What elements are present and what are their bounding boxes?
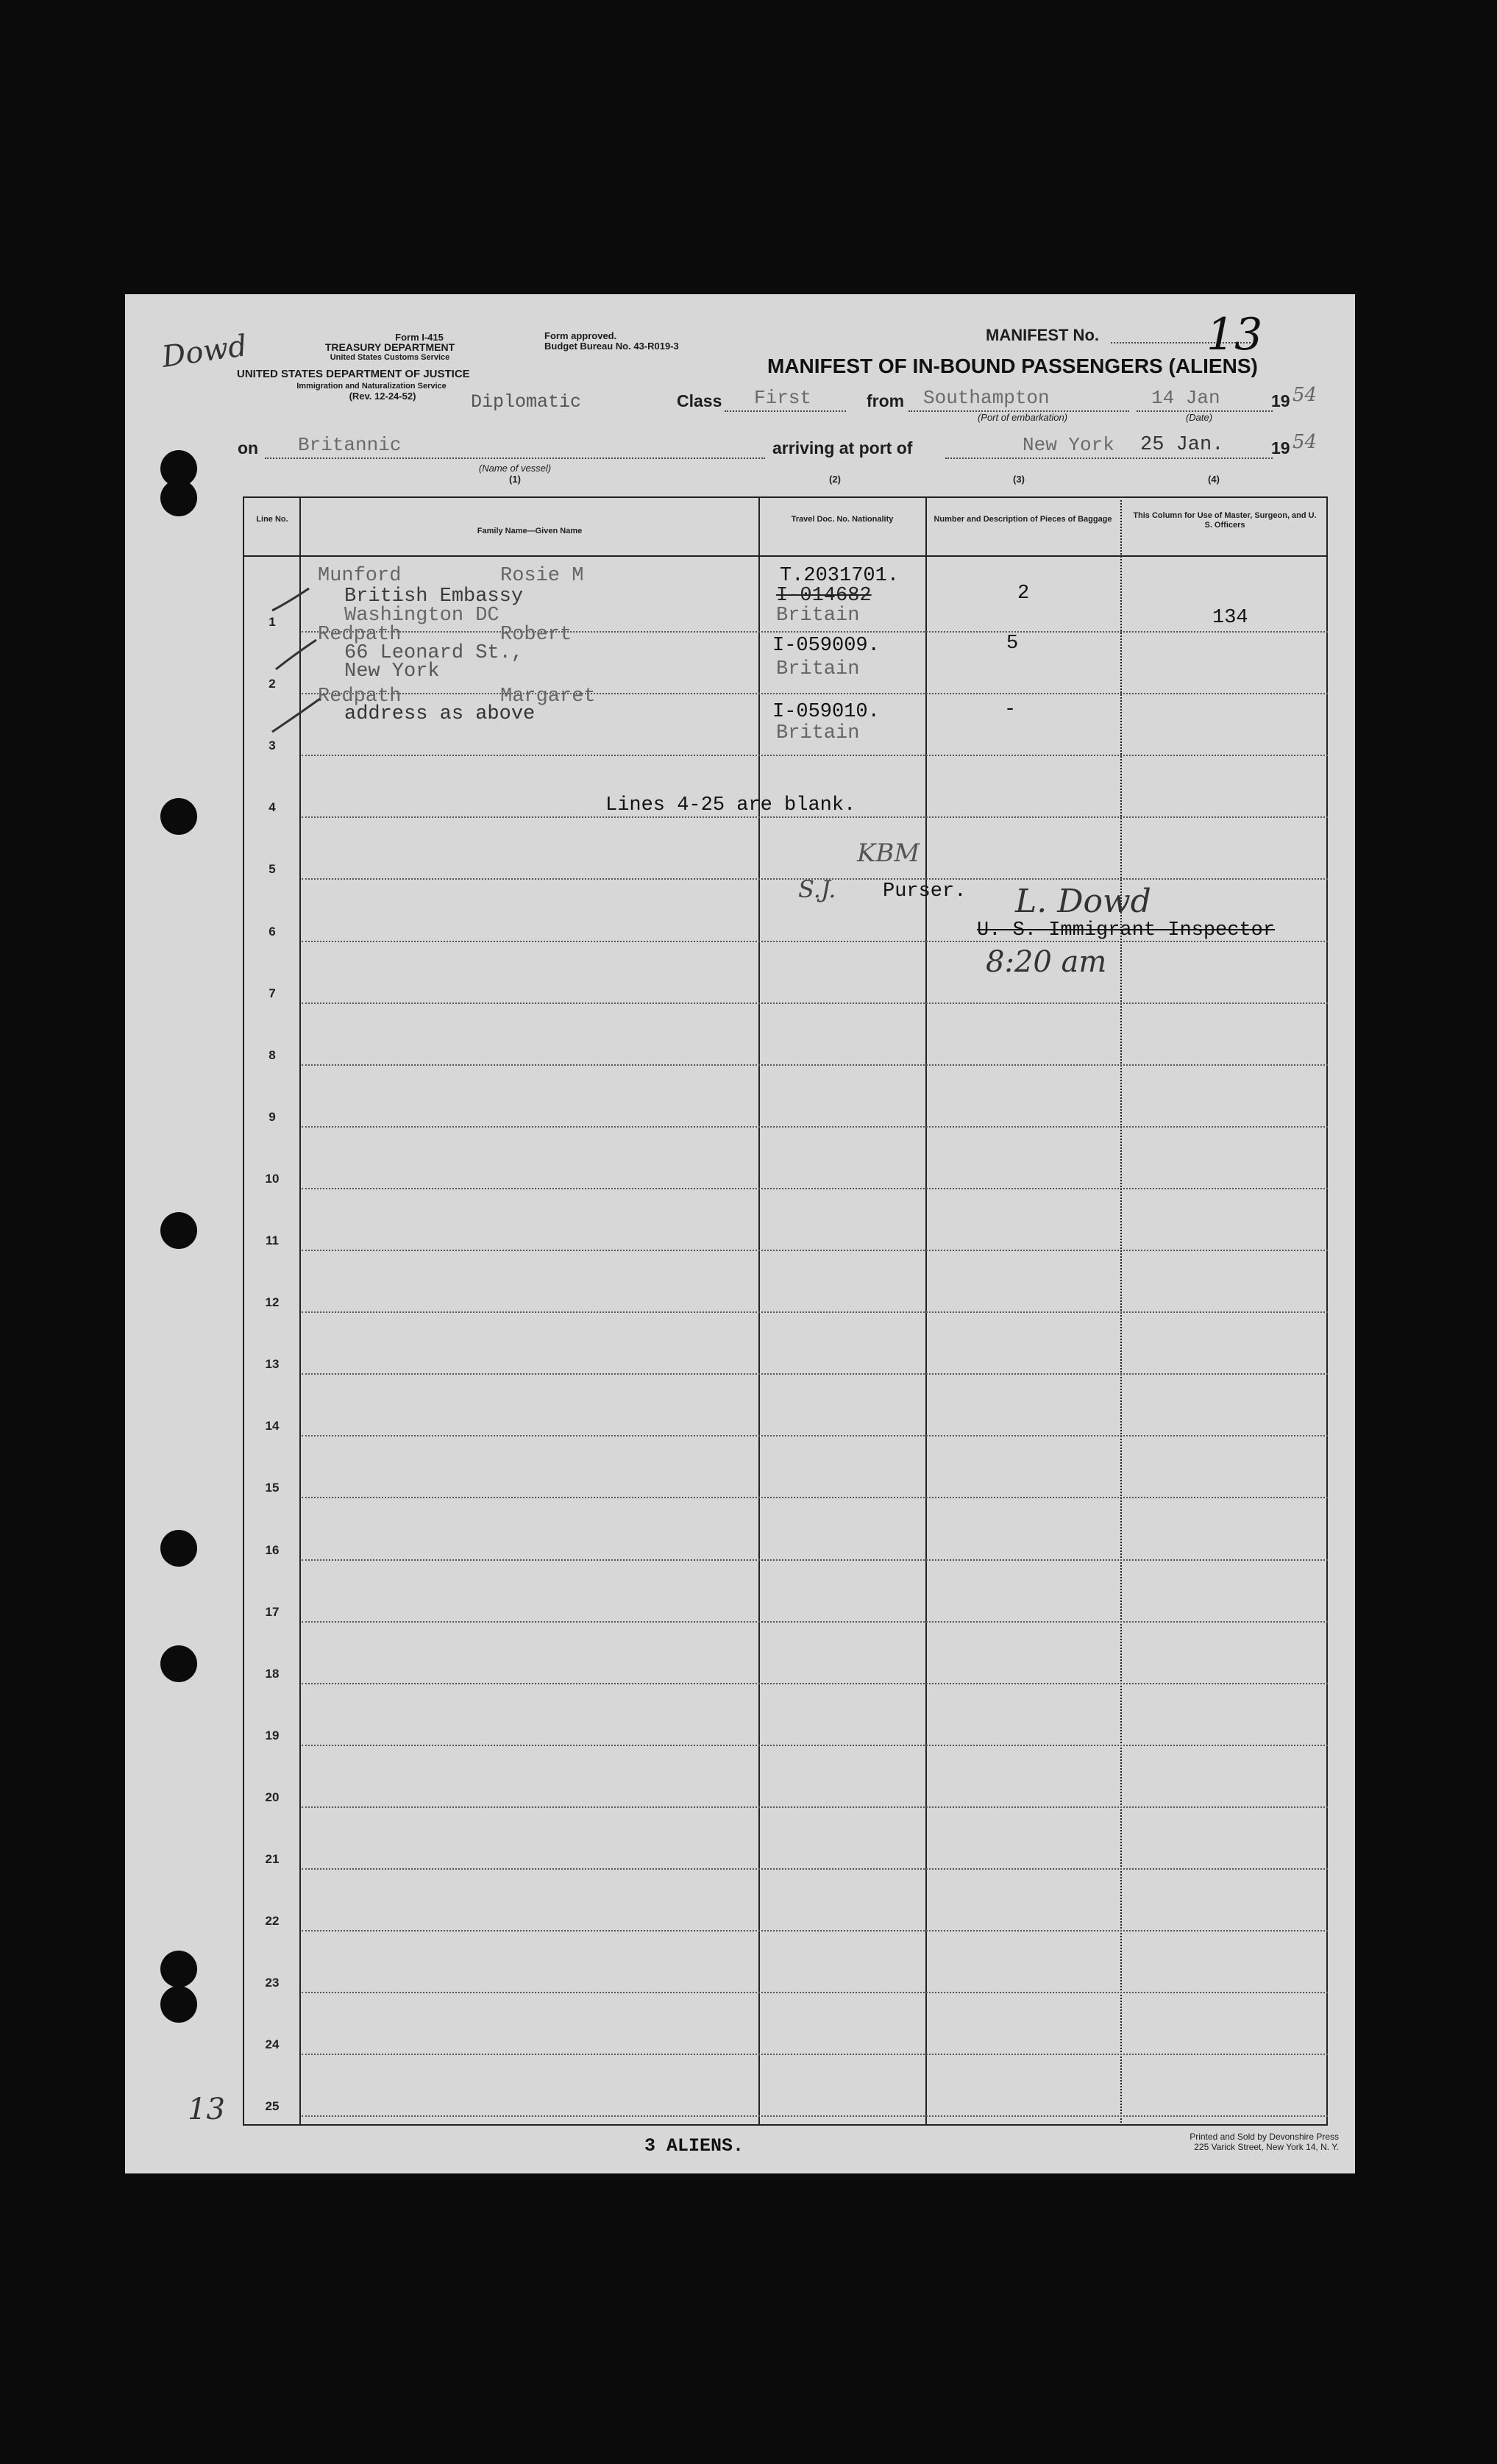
col-header-line: Line No.	[256, 515, 288, 524]
col-num-3: (3)	[1013, 474, 1025, 485]
arriving-label: arriving at port of	[772, 438, 913, 457]
line-number: 23	[265, 1976, 280, 1990]
from-label: from	[867, 391, 905, 410]
row-line	[302, 1250, 1328, 1251]
entry-1-address-2: Washington DC	[344, 605, 499, 627]
col-num-1: (1)	[509, 474, 521, 485]
line-number: 16	[265, 1543, 280, 1557]
binder-hole	[160, 1645, 197, 1682]
entry-3-baggage: -	[1004, 699, 1017, 721]
line-number: 1	[269, 615, 276, 629]
row-line	[302, 1930, 1328, 1931]
row-line	[302, 1992, 1328, 1993]
line-number: 10	[265, 1172, 280, 1186]
embarkation-port: Southampton	[923, 387, 1050, 409]
line-number: 18	[265, 1667, 280, 1681]
margin-number: 13	[188, 2093, 225, 2126]
purser-initials: KBM	[857, 838, 920, 868]
entry-2-baggage: 5	[1006, 633, 1019, 655]
line-number: 9	[269, 1110, 276, 1124]
printer-line-2: 225 Varick Street, New York 14, N. Y.	[1194, 2142, 1339, 2152]
row-line	[302, 755, 1328, 756]
vessel-caption: (Name of vessel)	[478, 463, 552, 474]
binder-hole	[160, 1212, 197, 1249]
row-line	[302, 2054, 1328, 2055]
line-number: 6	[269, 925, 276, 939]
entry-3-nationality: Britain	[776, 722, 860, 744]
line-number: 15	[265, 1481, 280, 1495]
entry-2-nationality: Britain	[776, 658, 860, 680]
entry-2-family: Redpath	[318, 624, 402, 646]
on-label: on	[238, 438, 259, 457]
entry-3-doc: I-059010.	[772, 701, 880, 723]
binder-hole	[160, 798, 197, 835]
entry-3-given: Margaret	[500, 686, 596, 708]
binder-hole	[160, 1986, 197, 2023]
row-line	[302, 1745, 1328, 1746]
col-header-officers: This Column for Use of Master, Surgeon, and U. S. Officers	[1133, 511, 1317, 530]
entry-1-given: Rosie M	[500, 565, 584, 587]
purser-label: Purser.	[883, 880, 967, 902]
department-of-justice: UNITED STATES DEPARTMENT OF JUSTICE	[237, 368, 470, 380]
treasury-department: TREASURY DEPARTMENT	[324, 341, 455, 353]
customs-service: United States Customs Service	[330, 353, 450, 362]
class-value: First	[754, 387, 812, 409]
line-number: 22	[265, 1914, 280, 1928]
entry-2-address-1: 66 Leonard St.,	[344, 642, 524, 664]
manifest-number-label: MANIFEST No.	[986, 326, 1099, 344]
row-line	[302, 1806, 1328, 1808]
row-line	[302, 1188, 1328, 1189]
line-number: 11	[266, 1233, 279, 1247]
entry-1-doc: T.2031701.	[780, 565, 900, 587]
manifest-title: MANIFEST OF IN-BOUND PASSENGERS (ALIENS)	[767, 355, 1258, 377]
row-line	[302, 1559, 1328, 1561]
row-line	[302, 1373, 1328, 1375]
col-header-name: Family Name—Given Name	[477, 527, 583, 535]
entry-1-baggage: 2	[1017, 583, 1030, 605]
year-prefix: 19	[1271, 391, 1290, 410]
form-approved: Form approved.	[544, 330, 617, 341]
arrival-year: 54	[1292, 431, 1318, 453]
revision-date: (Rev. 12-24-52)	[349, 391, 416, 402]
purser-signature: S.J.	[798, 875, 836, 903]
printer-line-1: Printed and Sold by Devonshire Press	[1190, 2132, 1339, 2142]
entry-1-nationality: Britain	[776, 605, 860, 627]
entry-3-family: Redpath	[318, 686, 402, 708]
entry-2-given: Robert	[500, 624, 572, 646]
line-number: 2	[269, 677, 276, 691]
margin-name: Dowd	[160, 329, 249, 374]
inspector-label: U. S. Immigrant Inspector	[977, 919, 1276, 941]
line-number: 14	[265, 1419, 280, 1433]
row-line	[302, 1868, 1328, 1870]
inspector-signature: L. Dowd	[1015, 883, 1151, 920]
line-number: 21	[265, 1852, 280, 1866]
row-line	[302, 1435, 1328, 1436]
line-number: 5	[269, 862, 276, 876]
line-number: 3	[269, 738, 276, 752]
col-num-2: (2)	[829, 474, 841, 485]
line-number: 7	[269, 986, 276, 1000]
inspection-time: 8:20 am	[986, 945, 1107, 979]
embarkation-caption: (Port of embarkation)	[977, 412, 1068, 423]
budget-bureau: Budget Bureau No. 43-R019-3	[544, 341, 679, 352]
date-caption: (Date)	[1185, 412, 1213, 423]
class-label: Class	[677, 391, 722, 410]
departure-date: 14 Jan	[1151, 387, 1220, 409]
vessel-name: Britannic	[298, 434, 402, 456]
manifest-number-value: 13	[1206, 309, 1263, 360]
ins-service: Immigration and Naturalization Service	[296, 382, 447, 391]
entry-1-address-1: British Embassy	[344, 585, 524, 608]
entry-2-address-2: New York	[344, 660, 440, 683]
col-header-baggage: Number and Description of Pieces of Baggage	[934, 515, 1112, 524]
departure-year: 54	[1292, 384, 1318, 406]
col-num-4: (4)	[1208, 474, 1220, 485]
row-line	[302, 693, 1328, 694]
entry-1-officer-note: 134	[1212, 607, 1248, 629]
row-line	[302, 1064, 1328, 1066]
row-line	[302, 1683, 1328, 1684]
binder-hole	[160, 1951, 197, 1987]
binder-hole	[160, 480, 197, 516]
year-prefix-arrival: 19	[1271, 438, 1290, 457]
line-number: 17	[265, 1605, 280, 1619]
row-line	[302, 816, 1328, 818]
category-diplomatic: Diplomatic	[471, 391, 582, 413]
row-line	[302, 1621, 1328, 1623]
line-number: 12	[265, 1295, 280, 1309]
row-line	[302, 1126, 1328, 1128]
entry-3-address-1: address as above	[344, 703, 536, 725]
entry-1-family: Munford	[318, 565, 402, 587]
line-number: 4	[269, 800, 276, 814]
arrival-port: New York	[1023, 434, 1114, 456]
line-number: 20	[265, 1790, 280, 1804]
line-number: 19	[265, 1728, 280, 1742]
row-line	[302, 1497, 1328, 1498]
col-header-doc: Travel Doc. No. Nationality	[791, 515, 894, 524]
arrival-date: 25 Jan.	[1140, 434, 1224, 456]
form-number: Form I-415	[395, 332, 444, 343]
line-number: 13	[265, 1357, 280, 1371]
row-line	[302, 631, 1328, 633]
blank-lines-note: Lines 4-25 are blank.	[605, 794, 856, 816]
line-number: 24	[265, 2037, 280, 2051]
checkmarks	[265, 574, 353, 743]
row-line	[302, 1311, 1328, 1313]
line-number: 8	[269, 1048, 276, 1062]
row-line	[302, 2115, 1328, 2117]
row-line	[302, 1003, 1328, 1004]
binder-hole	[160, 1530, 197, 1567]
entry-1-doc-struck: I-014682	[776, 585, 872, 607]
aliens-total: 3 ALIENS.	[644, 2135, 744, 2157]
line-number: 25	[265, 2099, 280, 2113]
entry-2-doc: I-059009.	[772, 635, 880, 657]
